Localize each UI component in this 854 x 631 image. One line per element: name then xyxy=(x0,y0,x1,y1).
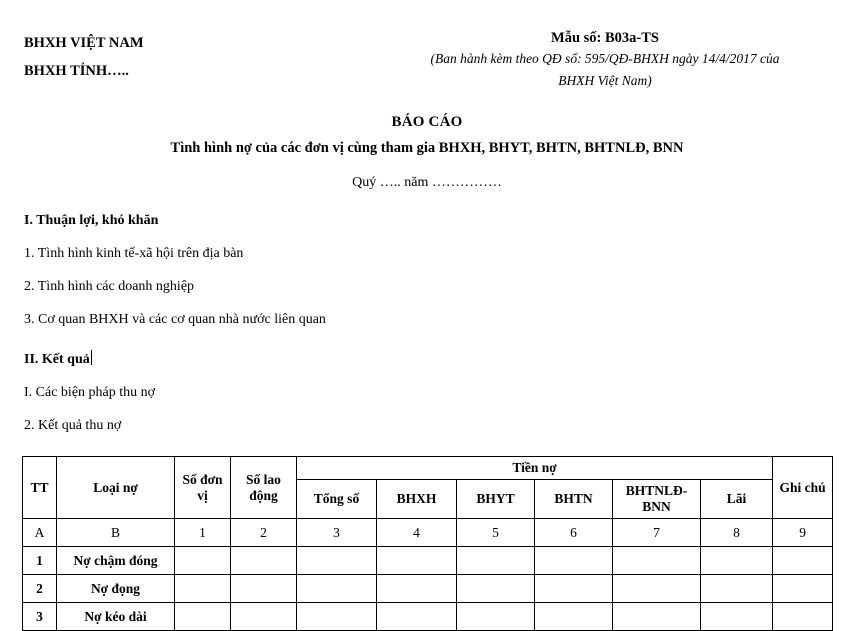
form-reference-line-1: (Ban hành kèm theo QĐ số: 595/QĐ-BHXH ngày 14/4/2017 của xyxy=(430,51,780,66)
text-cursor xyxy=(91,350,92,365)
page-title: BÁO CÁO xyxy=(391,114,463,131)
section-1-item-3: 3. Cơ quan BHXH và các cơ quan nhà nước liên quan xyxy=(24,312,326,328)
row-2-so-lao-dong[interactable] xyxy=(231,575,297,603)
page-subtitle: Tình hình nợ của các đơn vị cùng tham gia BHXH, BHYT, BHTN, BHTNLĐ, BNN xyxy=(170,140,684,157)
section-1-item-1: 1. Tình hình kinh tế-xã hội trên địa bàn xyxy=(24,246,244,262)
document-body xyxy=(0,213,854,434)
row-1-bhyt[interactable] xyxy=(457,547,535,575)
index-cell-6: 5 xyxy=(457,519,535,547)
row-2-bhtnld-bnn[interactable] xyxy=(613,575,701,603)
index-cell-8: 7 xyxy=(613,519,701,547)
row-3-bhtn[interactable] xyxy=(535,603,613,631)
row-2-lai[interactable] xyxy=(701,575,773,603)
row-2-bhxh[interactable] xyxy=(377,575,457,603)
col-header-loai-no: Loại nợ xyxy=(57,457,175,519)
section-1-item-2: 2. Tình hình các doanh nghiệp xyxy=(24,279,195,295)
form-number-block xyxy=(390,30,820,90)
debt-report-table xyxy=(22,456,833,631)
row-3-name: Nợ kéo dài xyxy=(57,603,175,631)
row-1-so-lao-dong[interactable] xyxy=(231,547,297,575)
row-1-name: Nợ chậm đóng xyxy=(57,547,175,575)
row-2-so-don-vi[interactable] xyxy=(175,575,231,603)
col-header-so-don-vi: Số đơn vị xyxy=(175,457,231,519)
row-3-bhyt[interactable] xyxy=(457,603,535,631)
row-1-bhtnld-bnn[interactable] xyxy=(613,547,701,575)
report-period: Quý ….. năm …………… xyxy=(352,175,502,191)
row-3-so-lao-dong[interactable] xyxy=(231,603,297,631)
index-cell-7: 6 xyxy=(535,519,613,547)
row-3-bhxh[interactable] xyxy=(377,603,457,631)
row-3-index: 3 xyxy=(23,603,57,631)
col-header-so-lao-dong: Số lao động xyxy=(231,457,297,519)
row-2-bhyt[interactable] xyxy=(457,575,535,603)
table-row xyxy=(23,575,833,603)
form-reference-line-2: BHXH Việt Nam) xyxy=(558,72,652,88)
col-header-ghi-chu: Ghi chú xyxy=(773,457,833,519)
col-header-bhtnld-bnn: BHTNLĐ-BNN xyxy=(613,480,701,519)
row-2-index: 2 xyxy=(23,575,57,603)
row-2-bhtn[interactable] xyxy=(535,575,613,603)
row-1-bhtn[interactable] xyxy=(535,547,613,575)
col-header-tt: TT xyxy=(23,457,57,519)
table-row xyxy=(23,603,833,631)
table-row xyxy=(23,547,833,575)
org-line-1: BHXH VIỆT NAM xyxy=(24,35,144,51)
row-2-name: Nợ đọng xyxy=(57,575,175,603)
col-header-bhxh: BHXH xyxy=(377,480,457,519)
col-header-lai: Lãi xyxy=(701,480,773,519)
index-cell-2: 1 xyxy=(175,519,231,547)
row-3-lai[interactable] xyxy=(701,603,773,631)
index-cell-3: 2 xyxy=(231,519,297,547)
section-heading-1: I. Thuận lợi, khó khăn xyxy=(24,213,159,229)
index-cell-10: 9 xyxy=(773,519,833,547)
row-2-tong-so[interactable] xyxy=(297,575,377,603)
organization-block xyxy=(24,30,144,85)
col-header-tien-no-group: Tiền nợ xyxy=(297,457,773,480)
col-header-bhtn: BHTN xyxy=(535,480,613,519)
section-2-item-2: 2. Kết quả thu nợ xyxy=(24,418,122,434)
row-3-ghi-chu[interactable] xyxy=(773,603,833,631)
row-1-lai[interactable] xyxy=(701,547,773,575)
row-2-ghi-chu[interactable] xyxy=(773,575,833,603)
row-1-ghi-chu[interactable] xyxy=(773,547,833,575)
row-1-bhxh[interactable] xyxy=(377,547,457,575)
table-index-row xyxy=(23,519,833,547)
index-cell-4: 3 xyxy=(297,519,377,547)
row-3-so-don-vi[interactable] xyxy=(175,603,231,631)
org-line-2: BHXH TỈNH….. xyxy=(24,62,129,79)
section-2-item-1: I. Các biện pháp thu nợ xyxy=(24,385,156,401)
row-3-tong-so[interactable] xyxy=(297,603,377,631)
section-heading-2-label: II. Kết quả xyxy=(24,352,90,368)
index-cell-9: 8 xyxy=(701,519,773,547)
title-block xyxy=(0,114,854,191)
document-header xyxy=(0,0,854,90)
row-1-tong-so[interactable] xyxy=(297,547,377,575)
form-number: Mẫu số: B03a-TS xyxy=(551,30,659,46)
row-3-bhtnld-bnn[interactable] xyxy=(613,603,701,631)
section-heading-2 xyxy=(24,350,92,368)
index-cell-5: 4 xyxy=(377,519,457,547)
row-1-index: 1 xyxy=(23,547,57,575)
table-header-row-group xyxy=(23,457,833,480)
col-header-tong-so: Tổng số xyxy=(297,480,377,519)
row-1-so-don-vi[interactable] xyxy=(175,547,231,575)
col-header-bhyt: BHYT xyxy=(457,480,535,519)
index-cell-1: B xyxy=(57,519,175,547)
index-cell-0: A xyxy=(23,519,57,547)
